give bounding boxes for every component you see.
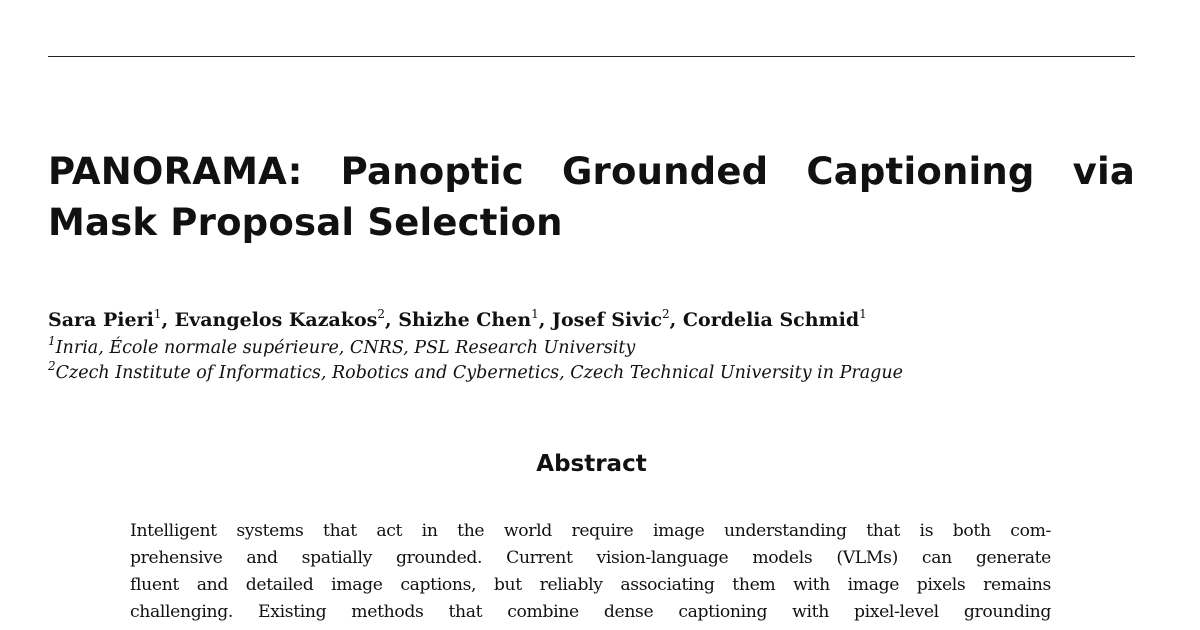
- author-name: Josef Sivic: [552, 309, 663, 331]
- author: [398, 309, 552, 331]
- author-affiliation-mark: 1: [153, 307, 162, 321]
- abstract-line: Intelligent systems that act in the world require image understanding that is both com-: [130, 521, 1051, 541]
- abstract-heading: Abstract: [536, 451, 647, 477]
- abstract-line: challenging. Existing methods that combine dense captioning with pixel-level grounding: [130, 602, 1051, 622]
- abstract-line: prehensive and spatially grounded. Current vision-language models (VLMs) can generate: [130, 548, 1051, 568]
- paper-title: PANORAMA: Panoptic Grounded Captioning via Mask Proposal Selection: [48, 150, 1135, 244]
- author-separator: ,: [538, 309, 553, 331]
- author-name: Cordelia Schmid: [682, 309, 860, 331]
- affiliation-mark: 2: [48, 359, 56, 373]
- affiliation-text: Czech Institute of Informatics, Robotics and Cybernetics, Czech Technical University in Prague: [55, 363, 903, 383]
- header-rule: [48, 56, 1135, 57]
- author-affiliation-mark: 2: [662, 307, 670, 321]
- author-affiliation-mark: 2: [377, 307, 385, 321]
- author-list: [48, 307, 867, 333]
- author-separator: ,: [669, 309, 683, 331]
- author: [175, 309, 399, 331]
- affiliation: [48, 361, 903, 385]
- author-separator: ,: [385, 309, 399, 331]
- author-affiliation-mark: 1: [531, 307, 539, 321]
- author-name: Shizhe Chen: [398, 309, 532, 331]
- author: [48, 309, 175, 331]
- author-separator: ,: [161, 309, 175, 331]
- author: [683, 309, 867, 331]
- author: [552, 309, 683, 331]
- author-name: Evangelos Kazakos: [174, 309, 378, 331]
- affiliation-text: Inria, École normale supérieure, CNRS, PSL Research University: [55, 338, 636, 358]
- author-name: Sara Pieri: [48, 309, 154, 331]
- affiliation: [48, 336, 635, 360]
- abstract-line: fluent and detailed image captions, but reliably associating them with image pixels remains: [130, 575, 1051, 595]
- affiliation-mark: 1: [48, 334, 56, 348]
- author-affiliation-mark: 1: [859, 307, 867, 321]
